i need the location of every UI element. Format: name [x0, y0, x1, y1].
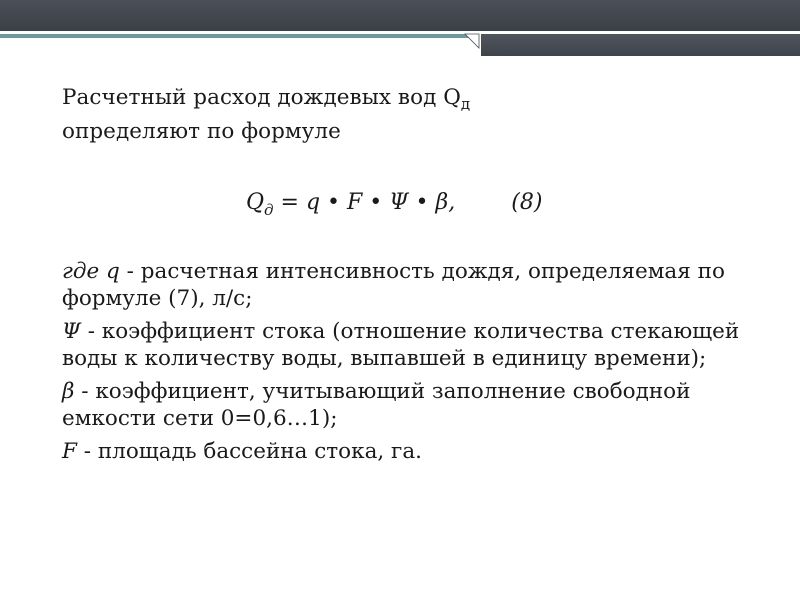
definition-psi [62, 318, 772, 372]
formula-number: (8) [511, 190, 543, 215]
intro-line-1-subscript: д [460, 95, 471, 113]
formula-q-subscript: д [264, 201, 274, 219]
definition-beta [62, 378, 772, 432]
definitions-list [62, 258, 772, 471]
intro-line-2: определяют по формуле [62, 119, 341, 144]
header-bar [0, 0, 800, 31]
definition-symbol: β [62, 379, 75, 404]
triangle-arrow-icon [462, 31, 481, 50]
definition-text: - коэффициент, учитывающий заполнение свободной емкости сети 0=0,6…1); [62, 379, 691, 431]
definition-text: - коэффициент стока (отношение количества стекающей воды к количеству воды, выпавшей в единицу времени); [62, 319, 740, 371]
definition-q [62, 258, 772, 312]
formula-q: Q [246, 190, 265, 215]
formula [246, 190, 542, 219]
definition-text: - площадь бассейна стока, га. [76, 439, 422, 464]
definition-symbol: F [62, 439, 77, 464]
header-tab [481, 34, 800, 56]
formula-body: = q • F • Ψ • β, [273, 190, 456, 215]
definition-symbol: Ψ [62, 319, 81, 344]
definition-text: - расчетная интенсивность дождя, определяемая по формуле (7), л/с; [62, 259, 725, 311]
intro-paragraph [62, 84, 762, 145]
definition-symbol: где q [62, 259, 120, 284]
intro-line-1-text: Расчетный расход дождевых вод Q [62, 85, 461, 110]
definition-f [62, 438, 772, 465]
intro-line-1 [62, 84, 762, 118]
